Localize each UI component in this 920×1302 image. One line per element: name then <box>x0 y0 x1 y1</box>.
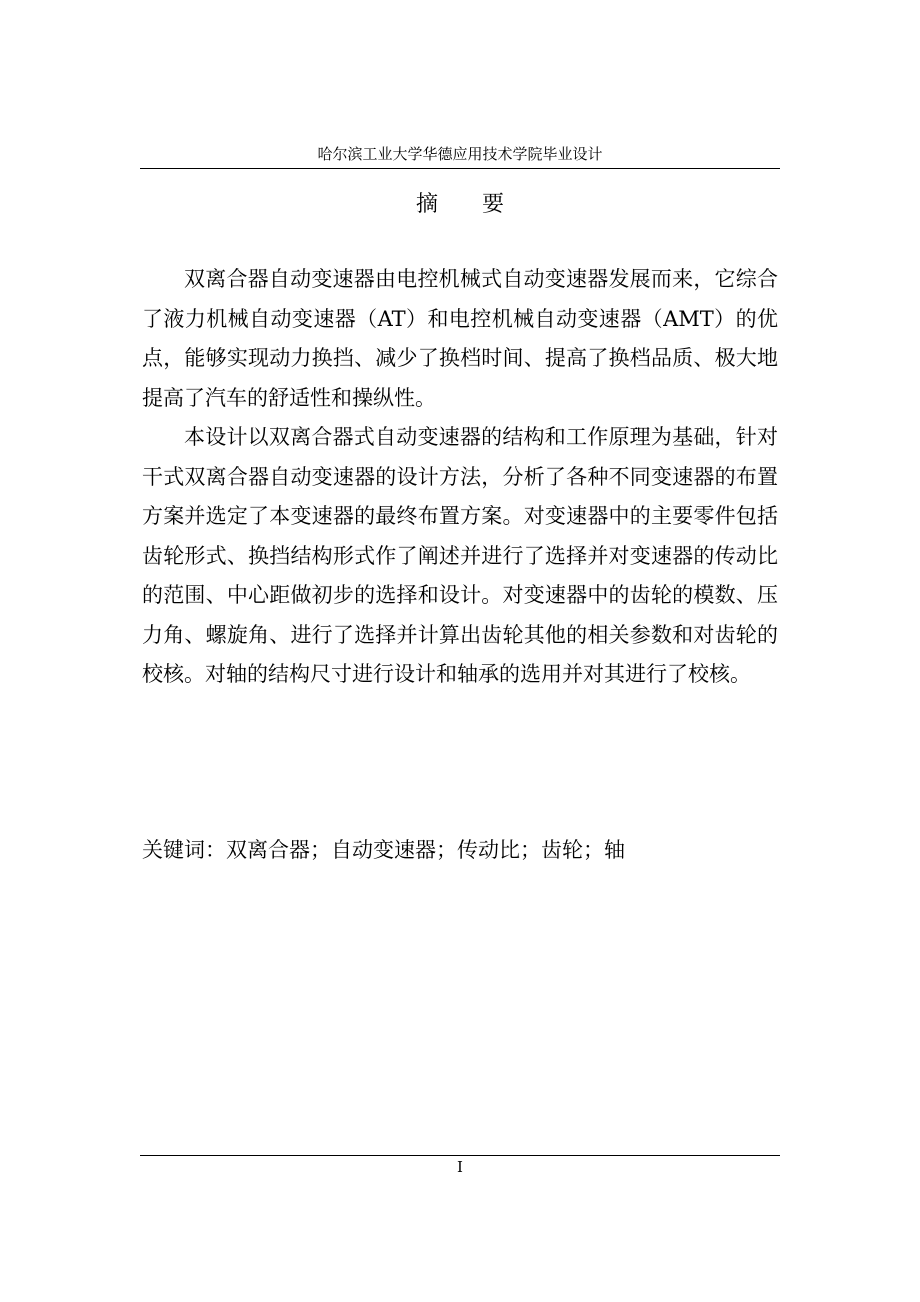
header-rule <box>140 168 780 169</box>
page-number: I <box>457 1158 463 1176</box>
abstract-paragraph-2: 本设计以双离合器式自动变速器的结构和工作原理为基础，针对干式双离合器自动变速器的设计方法，分析了各种不同变速器的布置方案并选定了本变速器的最终布置方案。对变速器中的主要零件包括齿轮形式、换挡结构形式作了阐述并进行了选择并对变速器的传动比的范围、中心距做初步的选择和设计。对变速器中的齿轮的模数、压力角、螺旋角、进行了选择并计算出齿轮其他的相关参数和对齿轮的校核。对轴的结构尺寸进行设计和轴承的选用并对其进行了校核。 <box>142 425 778 686</box>
abstract-body <box>142 260 778 695</box>
keywords-line: 关键词：双离合器；自动变速器；传动比；齿轮；轴 <box>142 838 625 862</box>
abstract-title: 摘要 <box>415 192 548 217</box>
footer-rule <box>140 1155 780 1156</box>
abstract-paragraph-1: 双离合器自动变速器由电控机械式自动变速器发展而来，它综合了液力机械自动变速器（AT）和电控机械自动变速器（AMT）的优点，能够实现动力换挡、减少了换档时间、提高了换档品质、极大地提高了汽车的舒适性和操纵性。 <box>142 267 778 410</box>
running-header: 哈尔滨工业大学华德应用技术学院毕业设计 <box>317 145 603 163</box>
